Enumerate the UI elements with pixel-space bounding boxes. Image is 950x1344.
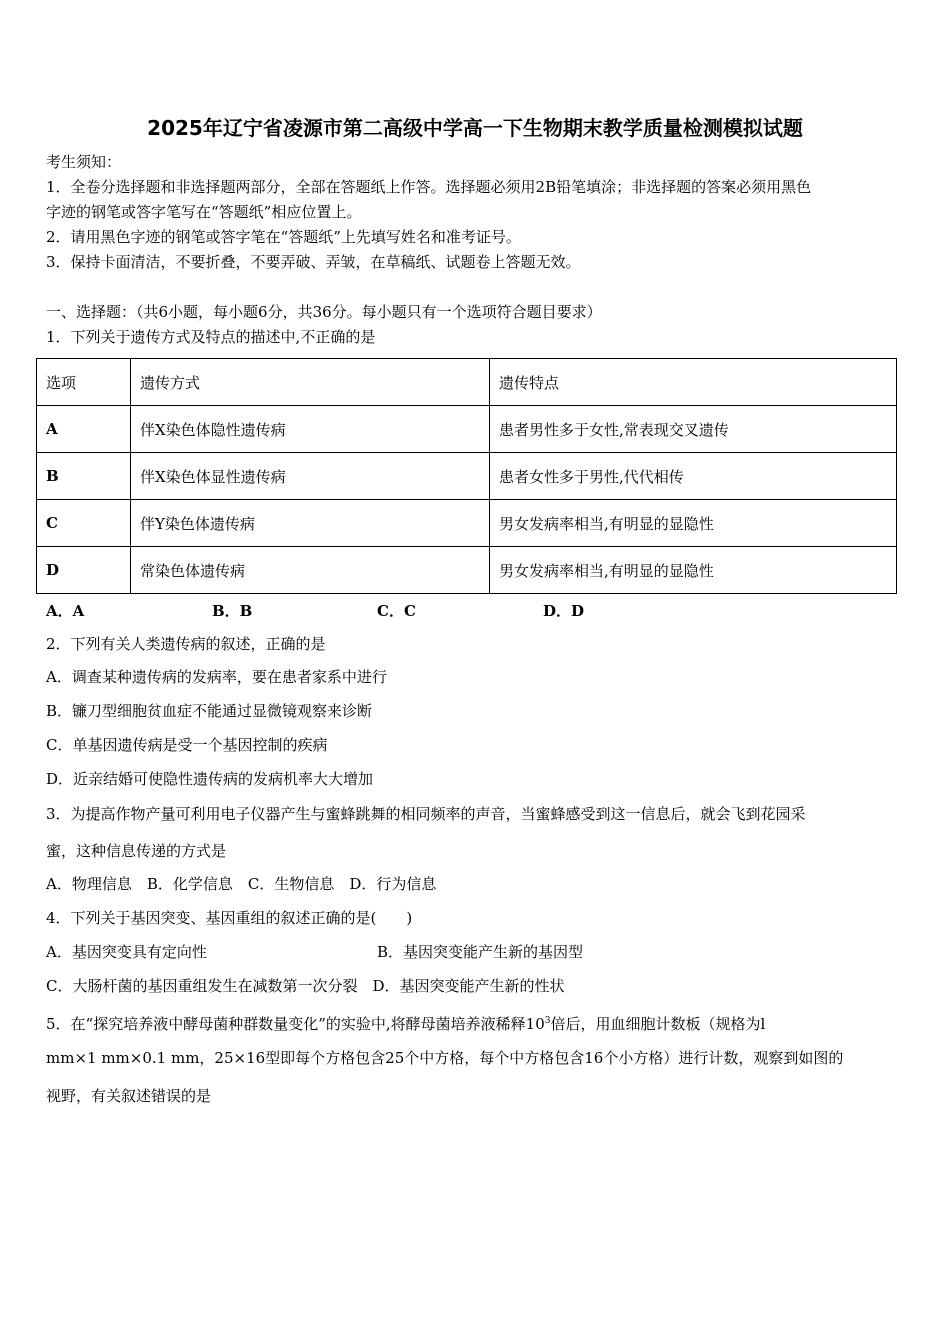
table-cell: D [37,547,131,594]
answer-option: A．调查某种遗传病的发病率，要在患者家系中进行 [46,668,387,686]
table-row [37,500,897,547]
table-cell: 患者男性多于女性,常表现交叉遗传 [490,406,897,453]
question-2-stem: 2．下列有关人类遗传病的叙述，正确的是 [46,635,326,653]
question-5-stem-cont: mm×1 mm×0.1 mm，25×16型即每个方格包含25个中方格，每个中方格包含16个小方格）进行计数，观察到如图的 [46,1049,844,1067]
question-3-stem: 3．为提高作物产量可利用电子仪器产生与蜜蜂跳舞的相同频率的声音，当蜜蜂感受到这一信息后，就会飞到花园采 [46,805,806,823]
table-header: 遗传方式 [131,359,490,406]
table-cell: B [37,453,131,500]
table-cell: 常染色体遗传病 [131,547,490,594]
answer-option-a: A．基因突变具有定向性 [46,943,207,961]
table-cell: 男女发病率相当,有明显的显隐性 [490,547,897,594]
table-cell: 患者女性多于男性,代代相传 [490,453,897,500]
table-cell: 男女发病率相当,有明显的显隐性 [490,500,897,547]
table-header: 选项 [37,359,131,406]
question-5-stem-part: 倍后，用血细胞计数板（规格为l [550,1015,766,1033]
question-1-stem: 1．下列关于遗传方式及特点的描述中,不正确的是 [46,328,376,346]
question-3-options: A．物理信息 B．化学信息 C．生物信息 D．行为信息 [46,875,437,893]
question-4-stem: 4．下列关于基因突变、基因重组的叙述正确的是( ) [46,909,413,927]
answer-option-b: B．B [212,602,253,620]
notice-heading: 考生须知： [46,153,122,171]
table-header: 遗传特点 [490,359,897,406]
question-3-stem-cont: 蜜，这种信息传递的方式是 [46,842,227,860]
answer-option-b: B．基因突变能产生新的基因型 [377,943,584,961]
answer-option: D．近亲结婚可使隐性遗传病的发病机率大大增加 [46,770,374,788]
question-1-table [36,358,897,594]
answer-option: B．镰刀型细胞贫血症不能通过显微镜观察来诊断 [46,702,373,720]
answer-option-d: D．D [543,602,585,620]
question-5-stem-cont: 视野，有关叙述错误的是 [46,1087,212,1105]
table-cell: 伴X染色体隐性遗传病 [131,406,490,453]
question-5-stem [46,1011,765,1034]
answer-option: C．单基因遗传病是受一个基因控制的疾病 [46,736,328,754]
question-4-options-cd: C．大肠杆菌的基因重组发生在减数第一次分裂 D．基因突变能产生新的性状 [46,977,565,995]
notice-item: 1．全卷分选择题和非选择题两部分，全部在答题纸上作答。选择题必须用2B铅笔填涂；非选择题的答案必须用黑色 [46,178,812,196]
answer-option-a: A．A [46,602,85,620]
section-heading: 一、选择题：（共6小题，每小题6分，共36分。每小题只有一个选项符合题目要求） [46,303,602,321]
page-title: 2025年辽宁省凌源市第二高级中学高一下生物期末教学质量检测模拟试题 [147,116,803,140]
table-cell: C [37,500,131,547]
table-header-row [37,359,897,406]
table-cell: A [37,406,131,453]
table-cell: 伴X染色体显性遗传病 [131,453,490,500]
answer-option-c: C．C [377,602,416,620]
question-5-stem-part: 5．在“探究培养液中酵母菌种群数量变化”的实验中,将酵母菌培养液稀释10 [46,1015,545,1033]
table-row [37,547,897,594]
notice-item: 2．请用黑色字迹的钢笔或答字笔在“答题纸”上先填写姓名和准考证号。 [46,228,521,246]
table-cell: 伴Y染色体遗传病 [131,500,490,547]
table-row [37,453,897,500]
table-row [37,406,897,453]
exponent: 3 [544,1016,551,1026]
notice-item: 3．保持卡面清洁，不要折叠，不要弄破、弄皱，在草稿纸、试题卷上答题无效。 [46,253,581,271]
notice-item: 字迹的钢笔或答字笔写在“答题纸”相应位置上。 [46,203,362,221]
